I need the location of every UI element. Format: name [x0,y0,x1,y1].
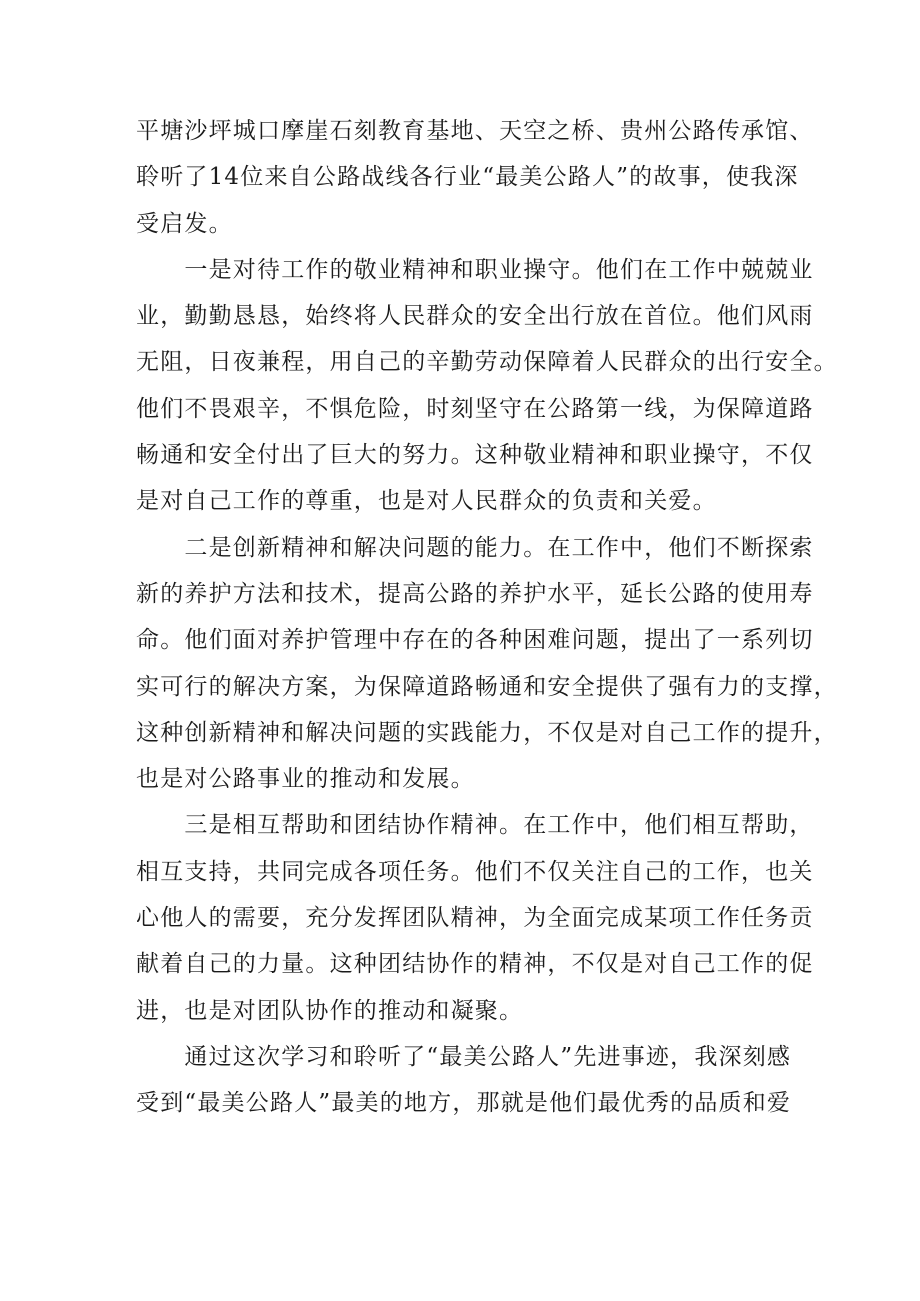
text-line: 畅通和安全付出了巨大的努力。这种敬业精神和职业操守，不仅 [136,442,814,469]
text-line: 实可行的解决方案，为保障道路畅通和安全提供了强有力的支撑， [136,673,838,700]
text-line: 新的养护方法和技术，提高公路的养护水平，延长公路的使用寿 [136,580,814,607]
text-line: 三是相互帮助和团结协作精神。在工作中，他们相互帮助， [136,812,814,839]
text-line: 也是对公路事业的推动和发展。 [136,766,475,793]
text-line: 业，勤勤恳恳，始终将人民群众的安全出行放在首位。他们风雨 [136,303,814,330]
text-line: 无阻，日夜兼程，用自己的辛勤劳动保障着人民群众的出行安全。 [136,349,838,376]
text-line: 献着自己的力量。这种团结协作的精神，不仅是对自己工作的促 [136,951,814,978]
text-line: 二是创新精神和解决问题的能力。在工作中，他们不断探索 [136,534,814,561]
body-text [136,108,838,1127]
text-line: 聆听了14位来自公路战线各行业“最美公路人”的故事，使我深 [136,164,799,191]
text-line: 是对自己工作的尊重，也是对人民群众的负责和关爱。 [136,488,717,515]
text-line: 他们不畏艰辛，不惧危险，时刻坚守在公路第一线，为保障道路 [136,395,814,422]
text-line: 一是对待工作的敬业精神和职业操守。他们在工作中兢兢业 [136,256,814,283]
text-line: 相互支持，共同完成各项任务。他们不仅关注自己的工作，也关 [136,858,814,885]
text-line: 受启发。 [136,210,233,237]
text-line: 命。他们面对养护管理中存在的各种困难问题，提出了一系列切 [136,627,814,654]
text-line: 心他人的需要，充分发挥团队精神，为全面完成某项工作任务贡 [136,905,814,932]
text-line: 这种创新精神和解决问题的实践能力，不仅是对自己工作的提升， [136,719,838,746]
text-line: 平塘沙坪城口摩崖石刻教育基地、天空之桥、贵州公路传承馆、 [136,118,814,144]
text-line: 通过这次学习和聆听了“最美公路人”先进事迹，我深刻感 [136,1043,792,1070]
text-line: 受到“最美公路人”最美的地方，那就是他们最优秀的品质和爱 [136,1090,792,1117]
text-line: 进，也是对团队协作的推动和凝聚。 [136,997,524,1024]
